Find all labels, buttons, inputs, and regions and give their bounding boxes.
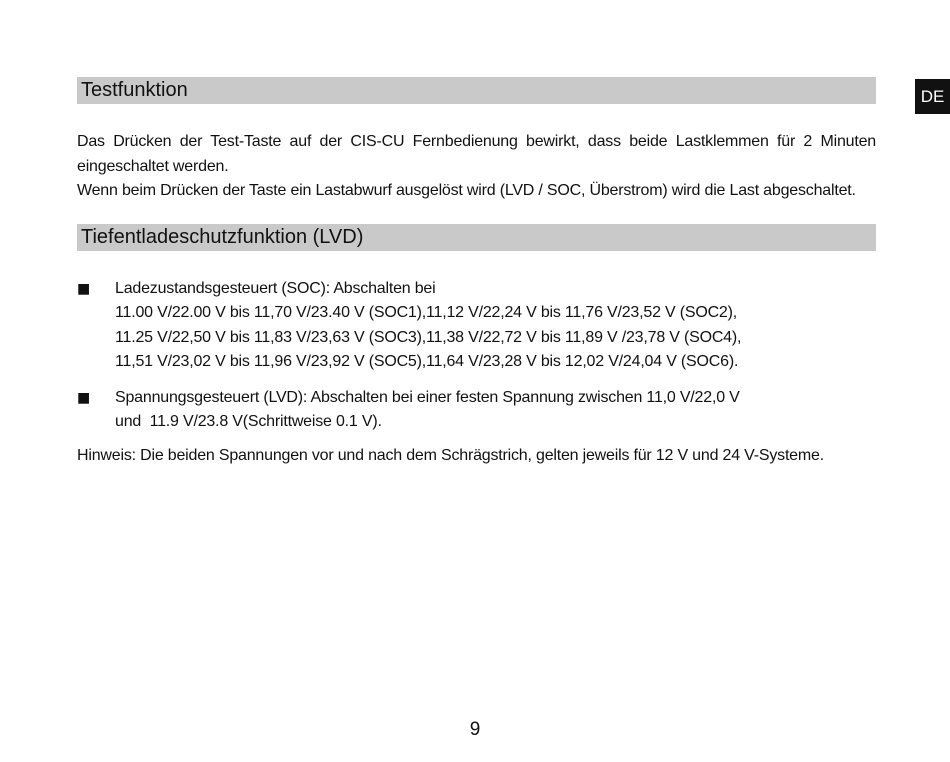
page-content [77, 77, 876, 468]
section-tiefentladeschutz [77, 224, 876, 469]
note-paragraph: Hinweis: Die beiden Spannungen vor und nach dem Schrägstrich, gelten jeweils für 12 V und 24 V-Systeme. [77, 446, 824, 464]
bullet-item-soc [77, 277, 876, 375]
square-bullet-icon: ■ [77, 389, 91, 406]
bullet-line: 11,51 V/23,02 V bis 11,96 V/23,92 V (SOC5),11,64 V/23,28 V bis 12,02 V/24,04 V (SOC6). [115, 353, 739, 370]
paragraph: Das Drücken der Test-Taste auf der CIS-CU Fernbedienung bewirkt, dass beide Lastklemmen für 2 Minuten eingeschaltet werden. [77, 133, 876, 175]
section-body [77, 130, 876, 204]
bullet-line: Ladezustandsgesteuert (SOC): Abschalten bei [115, 279, 436, 297]
language-tab: DE [915, 79, 950, 114]
bullet-line: 11.00 V/22.00 V bis 11,70 V/23.40 V (SOC1),11,12 V/22,24 V bis 11,76 V/23,52 V (SOC2), [115, 304, 738, 321]
square-bullet-icon: ■ [77, 280, 91, 297]
bullet-text [115, 386, 876, 435]
section-heading-tiefentladeschutz: Tiefentladeschutzfunktion (LVD) [77, 224, 876, 251]
bullet-line: Spannungsgesteuert (LVD): Abschalten bei einer festen Spannung zwischen 11,0 V/22,0 V [115, 388, 740, 406]
paragraph: Wenn beim Drücken der Taste ein Lastabwurf ausgelöst wird (LVD / SOC, Überstrom) wird die Last abgeschaltet. [77, 182, 856, 199]
bullet-list [77, 277, 876, 435]
section-heading-testfunktion: Testfunktion [77, 77, 876, 104]
bullet-text [115, 277, 876, 375]
page-number: 9 [469, 719, 481, 740]
bullet-line: 11.25 V/22,50 V bis 11,83 V/23,63 V (SOC3),11,38 V/22,72 V bis 11,89 V /23,78 V (SOC4), [115, 328, 742, 346]
bullet-line: und 11.9 V/23.8 V(Schrittweise 0.1 V). [115, 413, 382, 430]
bullet-item-lvd [77, 386, 876, 435]
section-testfunktion [77, 77, 876, 204]
